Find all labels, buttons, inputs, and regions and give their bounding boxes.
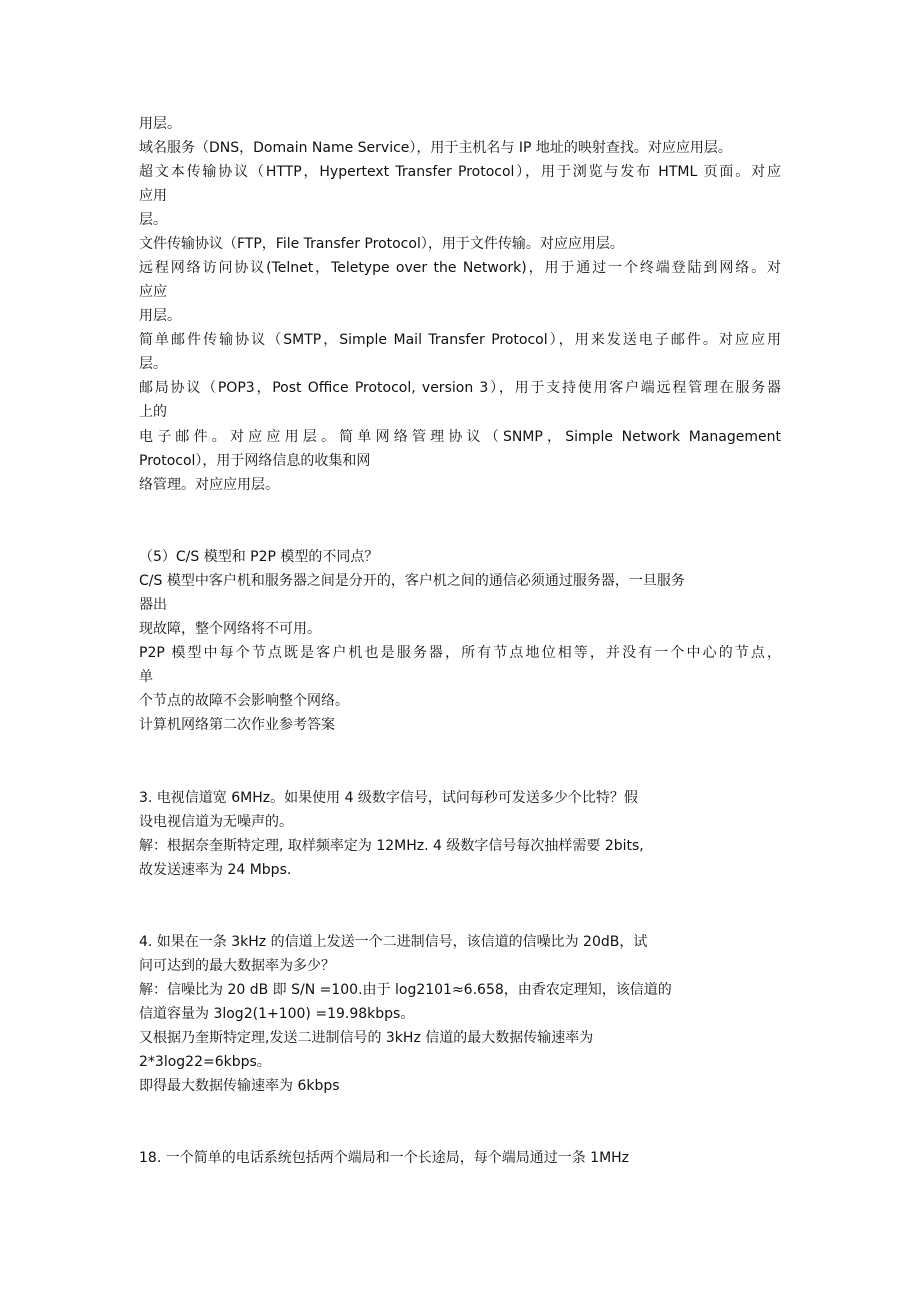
question-line: 18. 一个简单的电话系统包括两个端局和一个长途局，每个端局通过一条 1MHz — [139, 1150, 630, 1166]
document-title: 计算机网络第二次作业参考答案 — [139, 717, 335, 733]
text-line: 器出 — [139, 597, 167, 613]
text-line: 应用 — [139, 188, 167, 204]
text-line: 邮局协议（POP3，Post Office Protocol, version 3），用于支持使用客户端远程管理在服务器 — [139, 380, 781, 396]
text-line: 个节点的故障不会影响整个网络。 — [139, 693, 349, 709]
text-line: 单 — [139, 669, 153, 685]
text-line: 上的 — [139, 404, 167, 420]
text-line: Protocol），用于网络信息的收集和网 — [139, 453, 371, 469]
answer-line: 又根据乃奎斯特定理,发送二进制信号的 3kHz 信道的最大数据传输速率为 — [139, 1030, 594, 1046]
text-line: 电子邮件。对应应用层。简单网络管理协议（SNMP，Simple Network Management — [139, 429, 781, 445]
text-line: 层。 — [139, 212, 167, 228]
question-line: 问可达到的最大数据率为多少？ — [139, 958, 335, 974]
text-line: 域名服务（DNS，Domain Name Service），用于主机名与 IP 地址的映射查找。对应应用层。 — [139, 140, 732, 156]
text-line: 应应 — [139, 284, 167, 300]
answer-line: 信道容量为 3log2(1+100) =19.98kbps。 — [139, 1006, 415, 1022]
text-line: 层。 — [139, 356, 167, 372]
answer-line: 即得最大数据传输速率为 6kbps — [139, 1078, 340, 1094]
question-line: 3. 电视信道宽 6MHz。如果使用 4 级数字信号，试问每秒可发送多少个比特？假 — [139, 790, 638, 806]
answer-line: 解：根据奈奎斯特定理, 取样频率定为 12MHz. 4 级数字信号每次抽样需要 2bits, — [139, 838, 644, 854]
answer-line: 故发送速率为 24 Mbps. — [139, 862, 292, 878]
text-line: C/S 模型中客户机和服务器之间是分开的，客户机之间的通信必须通过服务器，一旦服务 — [139, 573, 685, 589]
answer-line: 2*3log22=6kbps。 — [139, 1054, 271, 1070]
text-line: 远程网络访问协议(Telnet，Teletype over the Network)，用于通过一个终端登陆到网络。对 — [139, 260, 781, 276]
question-line: 4. 如果在一条 3kHz 的信道上发送一个二进制信号，该信道的信噪比为 20dB，试 — [139, 934, 648, 950]
section-heading: （5）C/S 模型和 P2P 模型的不同点？ — [139, 549, 379, 565]
question-line: 设电视信道为无噪声的。 — [139, 814, 293, 830]
text-line: 络管理。对应应用层。 — [139, 477, 279, 493]
text-line: 现故障，整个网络将不可用。 — [139, 621, 321, 637]
text-line: 用层。 — [139, 308, 181, 324]
answer-line: 解：信噪比为 20 dB 即 S/N =100.由于 log2101≈6.658，由香农定理知，该信道的 — [139, 982, 672, 998]
text-line: P2P 模型中每个节点既是客户机也是服务器，所有节点地位相等，并没有一个中心的节点， — [139, 645, 781, 661]
text-line: 简单邮件传输协议（SMTP，Simple Mail Transfer Protocol），用来发送电子邮件。对应应用 — [139, 332, 781, 348]
text-line: 文件传输协议（FTP，File Transfer Protocol），用于文件传输。对应应用层。 — [139, 236, 624, 252]
text-line: 超文本传输协议（HTTP，Hypertext Transfer Protocol），用于浏览与发布 HTML 页面。对应 — [139, 164, 781, 180]
text-line: 用层。 — [139, 116, 181, 132]
